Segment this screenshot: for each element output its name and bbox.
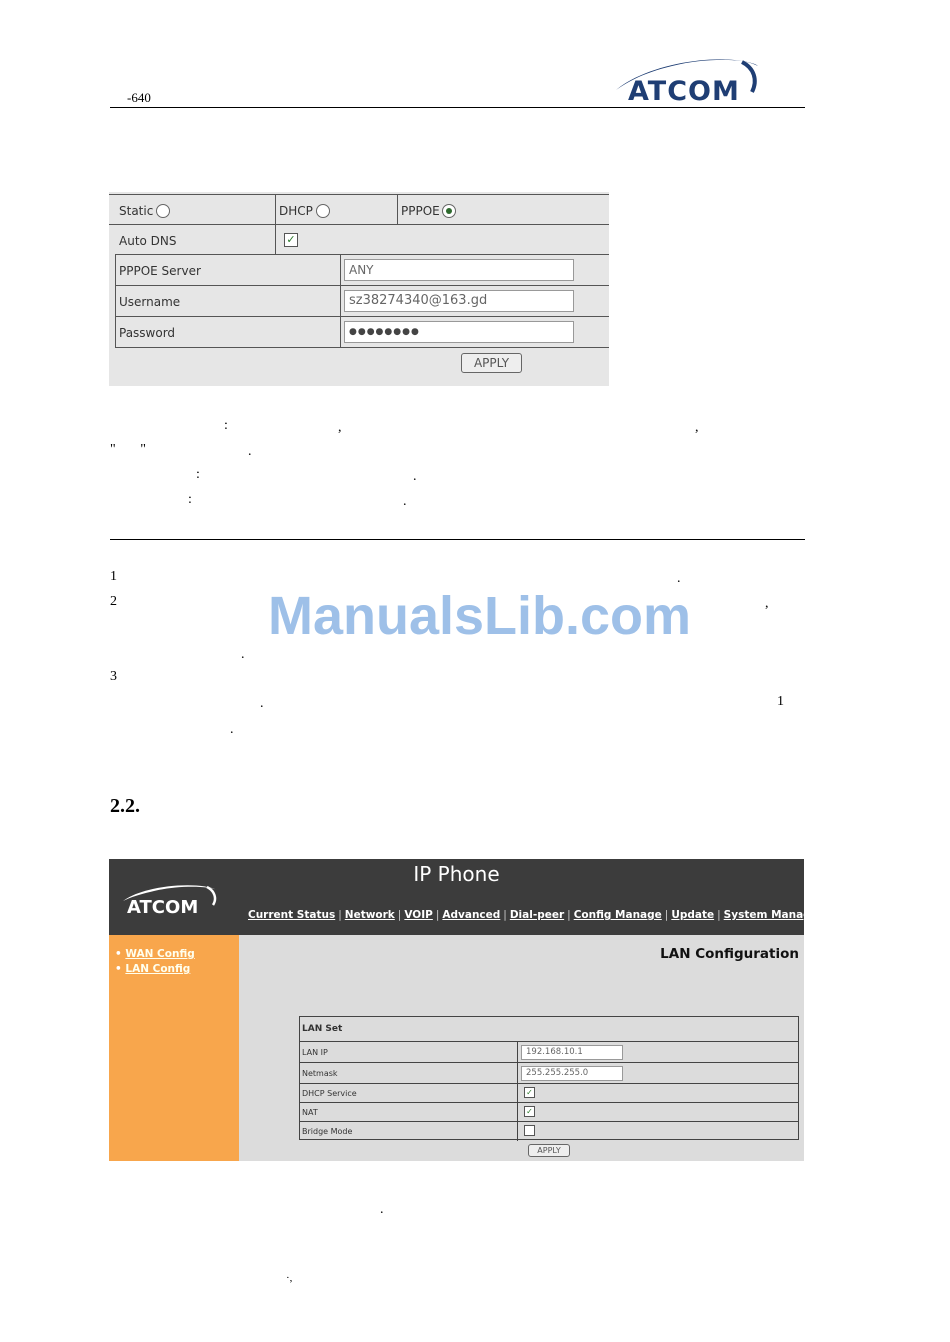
text-fragment: . — [260, 696, 264, 711]
text-fragment: . — [413, 469, 417, 484]
lan-ip-label: LAN IP — [302, 1048, 328, 1057]
page-title: LAN Configuration — [660, 946, 799, 962]
sidebar-link-label[interactable]: WAN Config — [125, 948, 195, 960]
table-row — [300, 1083, 798, 1103]
text-fragment: 1 — [777, 694, 784, 709]
table-header: LAN Set — [302, 1024, 343, 1034]
section-number: 2.2. — [110, 795, 140, 817]
sidebar — [109, 935, 239, 1161]
list-number: 2 — [110, 594, 117, 609]
text-fragment: , — [695, 420, 699, 435]
lan-ip-input[interactable]: 192.168.10.1 — [521, 1045, 623, 1060]
text-fragment: . — [403, 494, 407, 509]
netmask-label: Netmask — [302, 1069, 338, 1078]
username-row — [115, 285, 609, 316]
pppoe-server-input[interactable]: ANY — [344, 259, 574, 281]
text-fragment: : — [224, 418, 228, 433]
sidebar-link-label[interactable]: LAN Config — [125, 963, 191, 975]
atcom-logo — [612, 52, 762, 107]
text-fragment: . — [380, 1202, 384, 1217]
auto-dns-label: Auto DNS — [119, 234, 177, 248]
pppoe-server-label: PPPOE Server — [119, 264, 201, 278]
password-row — [115, 316, 609, 348]
text-fragment: , — [765, 596, 769, 611]
text-fragment: " " — [110, 442, 146, 457]
pppoe-server-row — [115, 254, 609, 285]
table-row — [300, 1062, 798, 1084]
text-fragment: . — [230, 722, 234, 737]
main-nav: Current Status | Network | VOIP | Advanced | Dial-peer | Config Manage | Update | System Manage — [248, 909, 818, 921]
text-fragment: : — [188, 492, 192, 507]
lan-apply-button[interactable]: APPLY — [528, 1144, 570, 1157]
static-radio[interactable] — [156, 204, 170, 218]
nav-dial-peer[interactable]: Dial-peer — [509, 909, 565, 921]
table-row — [300, 1102, 798, 1122]
nav-advanced[interactable]: Advanced — [442, 909, 501, 921]
sidebar-item-wan-config[interactable] — [115, 948, 195, 960]
list-number: 3 — [110, 669, 117, 684]
header-rule — [110, 107, 805, 108]
dhcp-radio[interactable] — [316, 204, 330, 218]
logo-text: ATCOM — [628, 76, 740, 107]
text-fragment: , — [338, 420, 342, 435]
text-fragment: . — [677, 571, 681, 586]
nav-network[interactable]: Network — [344, 909, 395, 921]
dhcp-service-checkbox[interactable]: ✓ — [524, 1087, 535, 1098]
username-label: Username — [119, 295, 181, 309]
nav-config-manage[interactable]: Config Manage — [573, 909, 662, 921]
lan-config-screenshot — [109, 859, 818, 1161]
ui-atcom-logo — [119, 881, 219, 921]
netmask-input[interactable]: 255.255.255.0 — [521, 1066, 623, 1081]
auto-dns-row — [109, 224, 609, 255]
nav-current-status[interactable]: Current Status — [248, 909, 336, 921]
bridge-mode-label: Bridge Mode — [302, 1127, 353, 1136]
text-fragment: ·, — [286, 1272, 293, 1284]
watermark: ManualsLib.com — [268, 586, 692, 646]
list-number: 1 — [110, 569, 117, 584]
connection-type-row — [109, 194, 609, 225]
pppoe-label: PPPOE — [401, 204, 440, 218]
nav-update[interactable]: Update — [671, 909, 715, 921]
dhcp-service-label: DHCP Service — [302, 1089, 357, 1098]
bridge-mode-checkbox[interactable] — [524, 1125, 535, 1136]
table-row — [300, 1041, 798, 1063]
password-input[interactable]: ●●●●●●●● — [344, 321, 574, 343]
text-fragment: . — [248, 444, 252, 459]
pppoe-settings-screenshot — [109, 192, 609, 386]
model-number: -640 — [127, 90, 151, 105]
text-fragment: : — [196, 467, 200, 482]
nav-system-manage[interactable]: System Manage — [723, 909, 818, 921]
bullet-icon: • — [115, 963, 122, 975]
lan-settings-table — [299, 1016, 799, 1140]
table-row — [300, 1121, 798, 1141]
nav-voip[interactable]: VOIP — [404, 909, 433, 921]
text-fragment: . — [241, 647, 245, 662]
pppoe-apply-button[interactable]: APPLY — [461, 353, 522, 373]
section-rule — [110, 539, 805, 540]
sidebar-item-lan-config[interactable] — [115, 963, 190, 975]
dhcp-cell — [275, 195, 396, 225]
ui-title: IP Phone — [413, 862, 500, 886]
dhcp-label: DHCP — [279, 204, 313, 218]
nat-label: NAT — [302, 1108, 318, 1117]
auto-dns-checkbox[interactable]: ✓ — [284, 233, 298, 247]
nat-checkbox[interactable]: ✓ — [524, 1106, 535, 1117]
bullet-icon: • — [115, 948, 122, 960]
static-label: Static — [119, 204, 154, 218]
ui-logo-text: ATCOM — [127, 897, 199, 918]
auto-dns-cell — [275, 225, 610, 255]
username-input[interactable]: sz38274340@163.gd — [344, 290, 574, 312]
password-label: Password — [119, 326, 176, 340]
pppoe-cell — [397, 195, 610, 225]
pppoe-radio[interactable] — [442, 204, 456, 218]
ui-top-bar — [109, 859, 818, 935]
